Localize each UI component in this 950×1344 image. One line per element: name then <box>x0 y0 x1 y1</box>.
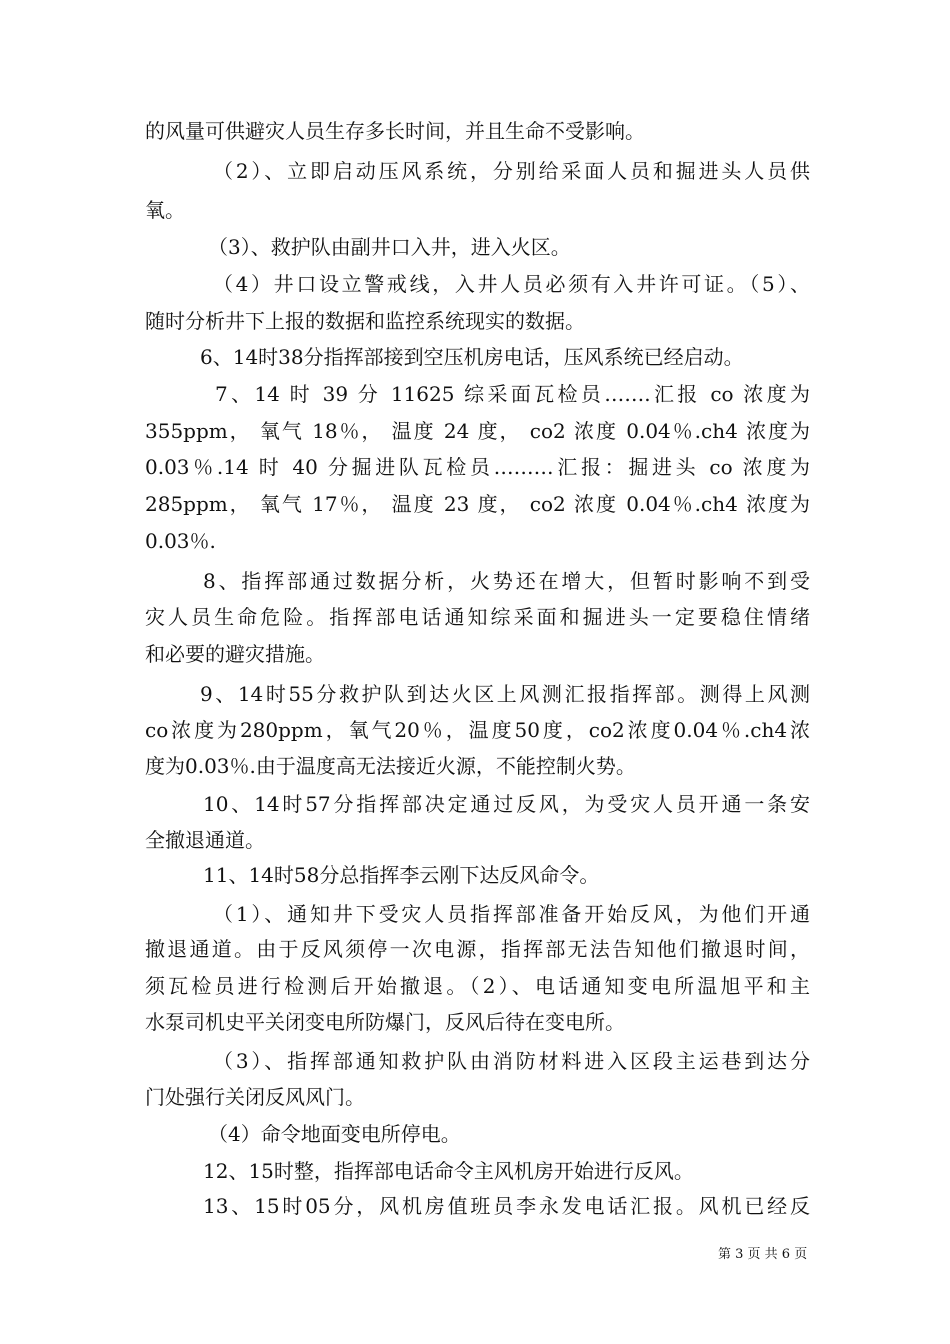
text-line: 13、15时05分，风机房值班员李永发电话汇报。风机已经反 <box>203 1194 810 1218</box>
text-line: 撤退通道。由于反风须停一次电源，指挥部无法告知他们撤退时间， <box>145 937 810 961</box>
text-line: （3）、救护队由副井口入井，进入火区。 <box>208 235 571 259</box>
text-line: 度为0.03％.由于温度高无法接近火源，不能控制火势。 <box>145 754 636 778</box>
page-number: 第 3 页 共 6 页 <box>718 1247 808 1262</box>
text-line: 全撤退通道。 <box>145 828 265 852</box>
text-line: 9、14时55分救护队到达火区上风测汇报指挥部。测得上风测 <box>200 682 810 706</box>
text-line: 氧。 <box>145 198 185 222</box>
text-line: 灾人员生命危险。指挥部电话通知综采面和掘进头一定要稳住情绪 <box>145 605 810 629</box>
text-line: （3）、指挥部通知救护队由消防材料进入区段主运巷到达分 <box>213 1049 810 1073</box>
text-line: （2）、立即启动压风系统，分别给采面人员和掘进头人员供 <box>213 159 810 183</box>
text-line: 7、14 时 39 分 11625 综采面瓦检员…….汇报 co 浓度为 <box>215 382 810 406</box>
text-line: 11、14时58分总指挥李云刚下达反风命令。 <box>203 863 600 887</box>
text-line: 12、15时整，指挥部电话命令主风机房开始进行反风。 <box>203 1159 694 1183</box>
text-line: 8、指挥部通过数据分析，火势还在增大，但暂时影响不到受 <box>203 569 810 593</box>
text-line: 的风量可供避灾人员生存多长时间，并且生命不受影响。 <box>145 119 645 143</box>
text-line: 10、14时57分指挥部决定通过反风，为受灾人员开通一条安 <box>203 792 810 816</box>
text-line: 随时分析井下上报的数据和监控系统现实的数据。 <box>145 309 585 333</box>
text-line: 6、14时38分指挥部接到空压机房电话，压风系统已经启动。 <box>200 345 744 369</box>
text-line: 0.03％. <box>145 529 216 553</box>
text-line: （4）井口设立警戒线，入井人员必须有入井许可证。（5）、 <box>213 272 810 296</box>
text-line: 355ppm， 氧气 18％， 温度 24 度， co2 浓度 0.04％.ch4 浓度为 <box>145 419 810 443</box>
text-line: 0.03％.14 时 40 分掘进队瓦检员………汇报：掘进头 co 浓度为 <box>145 455 810 479</box>
text-line: co浓度为280ppm，氧气20％，温度50度，co2浓度0.04％.ch4浓 <box>145 718 810 742</box>
text-line: 水泵司机史平关闭变电所防爆门，反风后待在变电所。 <box>145 1010 625 1034</box>
text-line: 须瓦检员进行检测后开始撤退。（2）、电话通知变电所温旭平和主 <box>145 974 810 998</box>
text-line: 门处强行关闭反风风门。 <box>145 1085 365 1109</box>
text-line: 285ppm， 氧气 17％， 温度 23 度， co2 浓度 0.04％.ch4 浓度为 <box>145 492 810 516</box>
text-line: 和必要的避灾措施。 <box>145 642 325 666</box>
text-line: （4）命令地面变电所停电。 <box>208 1122 461 1146</box>
text-line: （1）、通知井下受灾人员指挥部准备开始反风，为他们开通 <box>213 902 810 926</box>
